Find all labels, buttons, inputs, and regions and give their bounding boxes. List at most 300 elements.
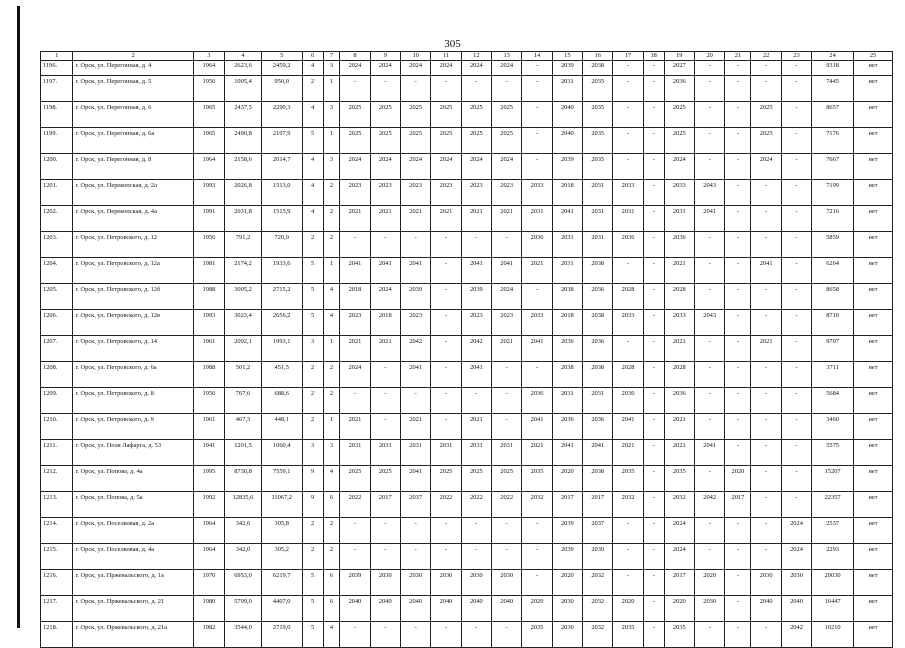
table-cell: - xyxy=(340,76,370,102)
address-cell: г. Орск, ул. Петровского, д. 6а xyxy=(73,362,193,388)
table-cell: - xyxy=(522,61,552,76)
table-cell: 2030 xyxy=(370,570,400,596)
table-cell: 3 xyxy=(323,102,340,128)
table-cell: 2020 xyxy=(613,596,643,622)
table-cell: 2 xyxy=(323,206,340,232)
table-cell: - xyxy=(781,180,811,206)
table-cell: 342,6 xyxy=(225,518,262,544)
table-cell: 2032 xyxy=(522,492,552,518)
table-cell: - xyxy=(694,61,724,76)
table-cell: - xyxy=(725,622,751,648)
table-cell: 2041 xyxy=(552,206,582,232)
column-header: 8 xyxy=(340,52,370,61)
table-cell: 8657 xyxy=(812,102,854,128)
table-cell: 2036 xyxy=(522,232,552,258)
table-cell: 7176 xyxy=(812,128,854,154)
table-cell: - xyxy=(522,362,552,388)
table-cell: 2036 xyxy=(664,388,694,414)
table-cell: 2041 xyxy=(751,258,781,284)
table-cell: 2017 xyxy=(370,492,400,518)
table-cell: нет xyxy=(854,440,893,466)
table-cell: нет xyxy=(854,284,893,310)
table-cell: 2042 xyxy=(694,492,724,518)
table-cell: - xyxy=(643,596,664,622)
table-cell: 2437,5 xyxy=(225,102,262,128)
table-cell: 2017 xyxy=(725,492,751,518)
table-cell: 2041 xyxy=(613,414,643,440)
table-cell: - xyxy=(751,466,781,492)
table-cell: 2028 xyxy=(664,362,694,388)
row-number-cell: 1216. xyxy=(41,570,73,596)
table-cell: 2031 xyxy=(492,440,522,466)
table-cell: - xyxy=(431,544,461,570)
table-cell: 2024 xyxy=(492,154,522,180)
table-cell: 2036 xyxy=(613,388,643,414)
column-header: 24 xyxy=(812,52,854,61)
table-cell: 1988 xyxy=(193,284,224,310)
table-cell: 451,5 xyxy=(261,362,302,388)
table-cell: 5575 xyxy=(812,440,854,466)
table-cell: 2024 xyxy=(340,61,370,76)
column-header: 12 xyxy=(461,52,491,61)
table-cell: - xyxy=(492,518,522,544)
address-cell: г. Орск, ул. Перекопская, д. 2а xyxy=(73,180,193,206)
table-cell: - xyxy=(431,336,461,362)
table-cell: 2023 xyxy=(461,310,491,336)
table-cell: 1 xyxy=(323,258,340,284)
address-cell: г. Орск, ул. Поселковая, д. 4а xyxy=(73,544,193,570)
table-cell: 2 xyxy=(323,388,340,414)
table-cell: 2041 xyxy=(461,258,491,284)
table-cell: нет xyxy=(854,180,893,206)
table-cell: - xyxy=(751,232,781,258)
table-cell: 2030 xyxy=(751,570,781,596)
table-cell: 2023 xyxy=(370,180,400,206)
table-cell: - xyxy=(751,622,781,648)
table-cell: - xyxy=(694,232,724,258)
row-number-cell: 1215. xyxy=(41,544,73,570)
table-cell: 2020 xyxy=(664,596,694,622)
row-number-cell: 1204. xyxy=(41,258,73,284)
table-row xyxy=(41,232,893,258)
table-cell: 2036 xyxy=(583,336,613,362)
column-header: 15 xyxy=(552,52,582,61)
table-cell: 2 xyxy=(323,544,340,570)
table-cell: 4 xyxy=(302,180,323,206)
table-cell: 2023 xyxy=(492,180,522,206)
table-cell: - xyxy=(781,232,811,258)
table-row xyxy=(41,61,893,76)
address-cell: г. Орск, ул. Поселковая, д. 2а xyxy=(73,518,193,544)
table-cell: 12835,6 xyxy=(225,492,262,518)
column-header: 2 xyxy=(73,52,193,61)
table-cell: 2021 xyxy=(370,336,400,362)
table-cell: - xyxy=(725,206,751,232)
table-cell: 15207 xyxy=(812,466,854,492)
table-cell: 7199 xyxy=(812,180,854,206)
table-cell: 2041 xyxy=(694,440,724,466)
table-cell: 2041 xyxy=(370,258,400,284)
column-header: 4 xyxy=(225,52,262,61)
table-cell: - xyxy=(431,362,461,388)
table-cell: 2031 xyxy=(583,206,613,232)
table-cell: - xyxy=(643,570,664,596)
table-cell: 2036 xyxy=(664,76,694,102)
table-cell: нет xyxy=(854,622,893,648)
table-cell: 2021 xyxy=(400,414,430,440)
address-cell: г. Орск, ул. Пржевальского, д. 21 xyxy=(73,596,193,622)
table-cell: 2020 xyxy=(552,570,582,596)
table-cell: 2038 xyxy=(583,61,613,76)
table-cell: 1513,0 xyxy=(261,180,302,206)
table-cell: 2040 xyxy=(340,596,370,622)
table-cell: 5 xyxy=(302,258,323,284)
row-number-cell: 1196. xyxy=(41,61,73,76)
table-row xyxy=(41,206,893,232)
table-cell: 2025 xyxy=(492,466,522,492)
table-cell: нет xyxy=(854,336,893,362)
table-row xyxy=(41,440,893,466)
table-cell: - xyxy=(643,180,664,206)
table-cell: 4 xyxy=(323,622,340,648)
table-cell: нет xyxy=(854,388,893,414)
table-cell: 2021 xyxy=(370,206,400,232)
table-cell: 4 xyxy=(323,310,340,336)
table-cell: 2024 xyxy=(461,61,491,76)
table-cell: 2036 xyxy=(552,336,582,362)
housing-register-table xyxy=(40,51,893,648)
table-cell: 1964 xyxy=(193,518,224,544)
table-cell: 2039 xyxy=(461,284,491,310)
row-number-cell: 1217. xyxy=(41,596,73,622)
table-cell: - xyxy=(643,310,664,336)
table-cell: 2 xyxy=(302,414,323,440)
table-cell: 2026,8 xyxy=(225,180,262,206)
row-number-cell: 1212. xyxy=(41,466,73,492)
column-header: 6 xyxy=(302,52,323,61)
table-cell: 2041 xyxy=(340,258,370,284)
table-cell: 2024 xyxy=(751,154,781,180)
table-cell: - xyxy=(781,128,811,154)
table-cell: 2030 xyxy=(431,570,461,596)
table-cell: - xyxy=(751,414,781,440)
table-row xyxy=(41,414,893,440)
table-cell: 2018 xyxy=(340,284,370,310)
table-cell: 2024 xyxy=(400,61,430,76)
table-cell: 4 xyxy=(302,61,323,76)
table-cell: 467,3 xyxy=(225,414,262,440)
table-cell: 4 xyxy=(302,102,323,128)
table-cell: 2030 xyxy=(400,570,430,596)
table-cell: - xyxy=(613,102,643,128)
row-number-cell: 1202. xyxy=(41,206,73,232)
table-cell: 5859 xyxy=(812,232,854,258)
table-cell: 10210 xyxy=(812,622,854,648)
table-cell: 2031 xyxy=(552,258,582,284)
table-cell: 1965 xyxy=(193,128,224,154)
table-cell: 1961 xyxy=(193,414,224,440)
table-cell: 2025 xyxy=(370,128,400,154)
table-cell: - xyxy=(613,61,643,76)
table-cell: 2036 xyxy=(613,232,643,258)
table-cell: - xyxy=(751,76,781,102)
table-cell: 2025 xyxy=(431,128,461,154)
table-cell: - xyxy=(725,518,751,544)
table-cell: 2039 xyxy=(552,518,582,544)
table-cell: - xyxy=(340,518,370,544)
table-cell: 1964 xyxy=(193,61,224,76)
table-cell: 2038 xyxy=(583,466,613,492)
table-cell: 2025 xyxy=(461,466,491,492)
table-cell: - xyxy=(725,180,751,206)
table-cell: 2017 xyxy=(664,570,694,596)
table-cell: - xyxy=(643,362,664,388)
table-cell: 3711 xyxy=(812,362,854,388)
table-cell: 8730,8 xyxy=(225,466,262,492)
table-cell: 1992 xyxy=(193,492,224,518)
address-cell: г. Орск, ул. Петровского, д. 12а xyxy=(73,258,193,284)
table-cell: - xyxy=(613,570,643,596)
table-cell: - xyxy=(781,258,811,284)
table-cell: 1995 xyxy=(193,466,224,492)
table-cell: 2022 xyxy=(492,492,522,518)
table-cell: - xyxy=(751,544,781,570)
table-cell: 2024 xyxy=(431,61,461,76)
table-cell: 3 xyxy=(323,154,340,180)
table-cell: 2028 xyxy=(664,284,694,310)
table-cell: 6 xyxy=(323,570,340,596)
table-cell: - xyxy=(431,518,461,544)
table-cell: - xyxy=(613,544,643,570)
table-row xyxy=(41,518,893,544)
table-cell: 1005,4 xyxy=(225,76,262,102)
table-cell: 1956 xyxy=(193,232,224,258)
table-cell: - xyxy=(492,544,522,570)
table-cell: - xyxy=(643,102,664,128)
table-cell: 2024 xyxy=(400,154,430,180)
table-cell: 20030 xyxy=(812,570,854,596)
table-cell: 1956 xyxy=(193,388,224,414)
table-cell: 6219,7 xyxy=(261,570,302,596)
column-header: 7 xyxy=(323,52,340,61)
address-cell: г. Орск, ул. Перегонная, д. 6 xyxy=(73,102,193,128)
row-number-cell: 1197. xyxy=(41,76,73,102)
table-cell: 2031 xyxy=(664,206,694,232)
table-cell: 2092,1 xyxy=(225,336,262,362)
table-cell: 2025 xyxy=(751,128,781,154)
table-cell: 2043 xyxy=(694,180,724,206)
table-cell: - xyxy=(725,388,751,414)
table-cell: 1941 xyxy=(193,440,224,466)
table-cell: 2032 xyxy=(583,596,613,622)
table-cell: - xyxy=(751,362,781,388)
table-cell: - xyxy=(431,232,461,258)
table-cell: 2038 xyxy=(552,284,582,310)
column-header: 18 xyxy=(643,52,664,61)
row-number-cell: 1207. xyxy=(41,336,73,362)
table-cell: 2025 xyxy=(340,466,370,492)
table-cell: 2017 xyxy=(552,492,582,518)
table-cell: - xyxy=(781,414,811,440)
table-cell: - xyxy=(694,258,724,284)
table-cell: - xyxy=(340,232,370,258)
table-cell: 3 xyxy=(323,440,340,466)
table-cell: - xyxy=(340,388,370,414)
table-row xyxy=(41,128,893,154)
table-cell: 2031 xyxy=(552,76,582,102)
table-cell: - xyxy=(643,154,664,180)
column-header: 14 xyxy=(522,52,552,61)
table-cell: 2040 xyxy=(431,596,461,622)
table-cell: 2038 xyxy=(583,310,613,336)
column-header: 16 xyxy=(583,52,613,61)
table-cell: 2041 xyxy=(522,336,552,362)
table-cell: 2021 xyxy=(461,206,491,232)
table-cell: 2033 xyxy=(613,310,643,336)
table-cell: 1964 xyxy=(193,154,224,180)
table-cell: - xyxy=(725,128,751,154)
table-cell: нет xyxy=(854,128,893,154)
table-cell: 2024 xyxy=(781,518,811,544)
table-cell: 2041 xyxy=(522,414,552,440)
table-cell: 1991 xyxy=(193,206,224,232)
table-cell: 1993 xyxy=(193,310,224,336)
table-cell: 4 xyxy=(302,154,323,180)
table-cell: 2030 xyxy=(552,596,582,622)
table-cell: нет xyxy=(854,466,893,492)
table-cell: 2023 xyxy=(340,180,370,206)
table-cell: - xyxy=(781,61,811,76)
table-cell: 2028 xyxy=(613,284,643,310)
table-cell: 305,2 xyxy=(261,544,302,570)
table-cell: 2035 xyxy=(664,622,694,648)
table-cell: - xyxy=(492,232,522,258)
table-cell: - xyxy=(522,284,552,310)
table-cell: - xyxy=(643,284,664,310)
table-cell: 2040 xyxy=(400,596,430,622)
table-cell: 6953,0 xyxy=(225,570,262,596)
table-cell: 2031 xyxy=(461,440,491,466)
table-cell: 2036 xyxy=(522,388,552,414)
table-cell: 2035 xyxy=(583,76,613,102)
row-number-cell: 1199. xyxy=(41,128,73,154)
table-cell: - xyxy=(725,61,751,76)
table-cell: 2032 xyxy=(583,570,613,596)
table-cell: 2021 xyxy=(340,336,370,362)
table-cell: 2022 xyxy=(431,492,461,518)
table-cell: 2024 xyxy=(370,154,400,180)
row-number-cell: 1201. xyxy=(41,180,73,206)
row-number-cell: 1208. xyxy=(41,362,73,388)
table-cell: - xyxy=(781,362,811,388)
address-cell: г. Орск, ул. Петровского, д. 12б xyxy=(73,284,193,310)
table-cell: - xyxy=(751,206,781,232)
table-cell: 791,2 xyxy=(225,232,262,258)
table-cell: - xyxy=(694,388,724,414)
address-cell: г. Орск, ул. Петровского, д. 12в xyxy=(73,310,193,336)
table-cell: 1201,5 xyxy=(225,440,262,466)
table-row xyxy=(41,154,893,180)
table-cell: 2 xyxy=(323,232,340,258)
table-cell: нет xyxy=(854,492,893,518)
table-cell: 2021 xyxy=(461,414,491,440)
table-cell: 2039 xyxy=(583,544,613,570)
table-cell: 5 xyxy=(302,622,323,648)
table-cell: - xyxy=(400,544,430,570)
table-cell: - xyxy=(400,388,430,414)
header-row xyxy=(41,52,893,61)
table-cell: 7445 xyxy=(812,76,854,102)
table-cell: 2107,9 xyxy=(261,128,302,154)
table-cell: 305,8 xyxy=(261,518,302,544)
table-cell: - xyxy=(522,154,552,180)
table-cell: 2023 xyxy=(431,180,461,206)
table-cell: - xyxy=(431,414,461,440)
table-cell: 2043 xyxy=(694,310,724,336)
table-cell: 2036 xyxy=(583,284,613,310)
table-row xyxy=(41,544,893,570)
table-cell: 2021 xyxy=(751,336,781,362)
table-cell: 8658 xyxy=(812,284,854,310)
table-cell: нет xyxy=(854,544,893,570)
table-cell: - xyxy=(492,76,522,102)
table-cell: 2 xyxy=(323,180,340,206)
table-cell: 5709,0 xyxy=(225,596,262,622)
table-cell: 5 xyxy=(302,128,323,154)
table-cell: - xyxy=(370,232,400,258)
table-cell: 3 xyxy=(323,61,340,76)
table-cell: - xyxy=(725,544,751,570)
table-cell: 5 xyxy=(302,284,323,310)
table-cell: - xyxy=(522,128,552,154)
table-cell: 2158,6 xyxy=(225,154,262,180)
table-cell: 2027 xyxy=(664,61,694,76)
table-cell: - xyxy=(751,440,781,466)
table-cell: 2025 xyxy=(461,128,491,154)
table-cell: - xyxy=(781,388,811,414)
column-header: 1 xyxy=(41,52,73,61)
table-cell: 2039 xyxy=(552,61,582,76)
table-cell: 2032 xyxy=(664,492,694,518)
table-cell: 2038 xyxy=(583,258,613,284)
table-cell: 2021 xyxy=(400,206,430,232)
table-cell: - xyxy=(461,76,491,102)
table-cell: - xyxy=(370,388,400,414)
table-cell: 2041 xyxy=(400,466,430,492)
table-cell: 2024 xyxy=(340,362,370,388)
row-number-cell: 1211. xyxy=(41,440,73,466)
row-number-cell: 1200. xyxy=(41,154,73,180)
table-cell: 5 xyxy=(302,310,323,336)
table-cell: 2 xyxy=(302,362,323,388)
table-cell: 2040 xyxy=(492,596,522,622)
table-cell: - xyxy=(461,622,491,648)
table-row xyxy=(41,336,893,362)
table-cell: 2490,8 xyxy=(225,128,262,154)
table-cell: - xyxy=(781,284,811,310)
address-cell: г. Орск, ул. Петровского, д. 8 xyxy=(73,388,193,414)
table-cell: - xyxy=(643,622,664,648)
table-cell: - xyxy=(461,232,491,258)
table-cell: 5684 xyxy=(812,388,854,414)
table-cell: - xyxy=(694,466,724,492)
table-cell: - xyxy=(643,206,664,232)
table-cell: - xyxy=(431,622,461,648)
table-cell: - xyxy=(781,492,811,518)
table-cell: 2 xyxy=(323,518,340,544)
table-cell: 2031 xyxy=(552,232,582,258)
table-cell: 1993 xyxy=(193,180,224,206)
